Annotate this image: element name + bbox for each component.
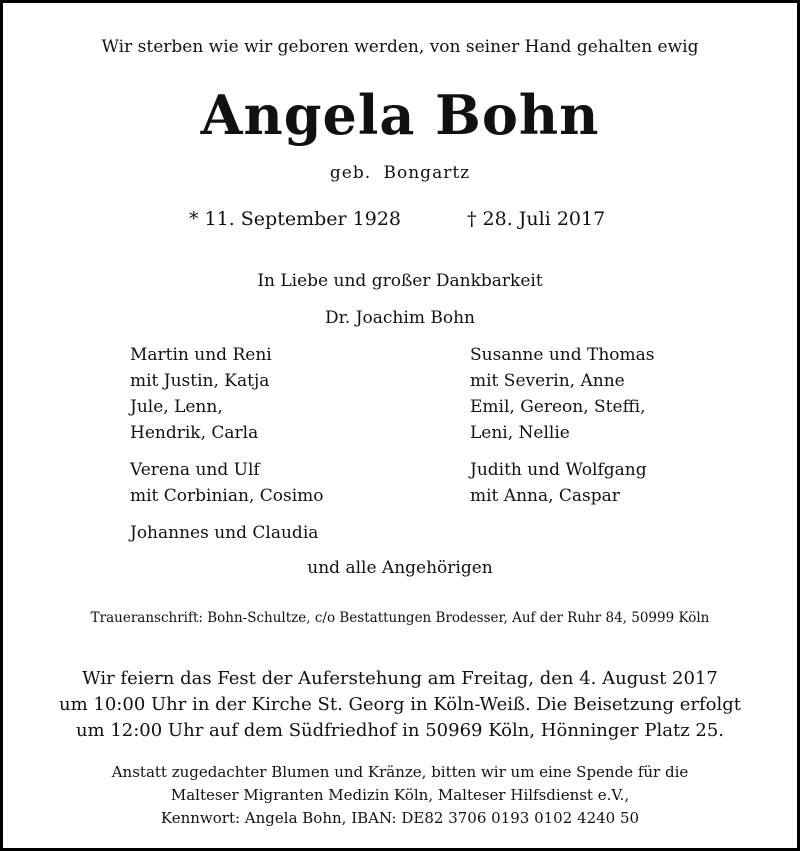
family-group (470, 342, 655, 446)
family-line: Johannes und Claudia (130, 523, 319, 543)
family-line: mit Corbinian, Cosimo (130, 486, 324, 506)
donation-request (3, 761, 797, 830)
family-line: Leni, Nellie (470, 423, 570, 443)
death-date: † 28. Juli 2017 (467, 208, 606, 230)
family-line: Verena und Ulf (130, 460, 260, 480)
family-line: mit Anna, Caspar (470, 486, 620, 506)
family-line: Jule, Lenn, (130, 397, 223, 417)
dedication: In Liebe und großer Dankbarkeit (257, 271, 543, 291)
deceased-name: Angela Bohn (200, 83, 600, 147)
maiden-name: geb. Bongartz (329, 163, 471, 183)
family-line: Martin und Reni (130, 345, 272, 365)
birth-date: * 11. September 1928 (189, 208, 401, 230)
donation-line: Kennwort: Angela Bohn, IBAN: DE82 3706 0193 0102 4240 50 (160, 809, 640, 827)
donation-line: Anstatt zugedachter Blumen und Kränze, bitten wir um eine Spende für die (111, 763, 689, 781)
family-line: Emil, Gereon, Steffi, (470, 397, 646, 417)
ceremony-line: um 10:00 Uhr in der Kirche St. Georg in Köln-Weiß. Die Beisetzung erfolgt (59, 694, 741, 715)
spouse-name: Dr. Joachim Bohn (325, 308, 475, 328)
family-group (130, 520, 318, 546)
family-group (130, 342, 272, 446)
family-line: Susanne und Thomas (470, 345, 655, 365)
donation-line: Malteser Migranten Medizin Köln, Malteser Hilfsdienst e.V., (170, 786, 630, 804)
family-line: Judith und Wolfgang (470, 460, 647, 480)
family-group (130, 457, 324, 509)
family-line: mit Severin, Anne (470, 371, 625, 391)
mourning-address: Traueranschrift: Bohn-Schultze, c/o Bestattungen Brodesser, Auf der Ruhr 84, 50999 Köln (90, 610, 710, 626)
motto: Wir sterben wie wir geboren werden, von seiner Hand gehalten ewig (101, 37, 699, 57)
ceremony-info (3, 666, 797, 744)
relatives-line: und alle Angehörigen (307, 558, 493, 578)
ceremony-line: Wir feiern das Fest der Auferstehung am Freitag, den 4. August 2017 (82, 668, 718, 689)
family-line: mit Justin, Katja (130, 371, 270, 391)
family-group (470, 457, 647, 509)
ceremony-line: um 12:00 Uhr auf dem Südfriedhof in 50969 Köln, Hönninger Platz 25. (75, 720, 725, 741)
family-line: Hendrik, Carla (130, 423, 259, 443)
